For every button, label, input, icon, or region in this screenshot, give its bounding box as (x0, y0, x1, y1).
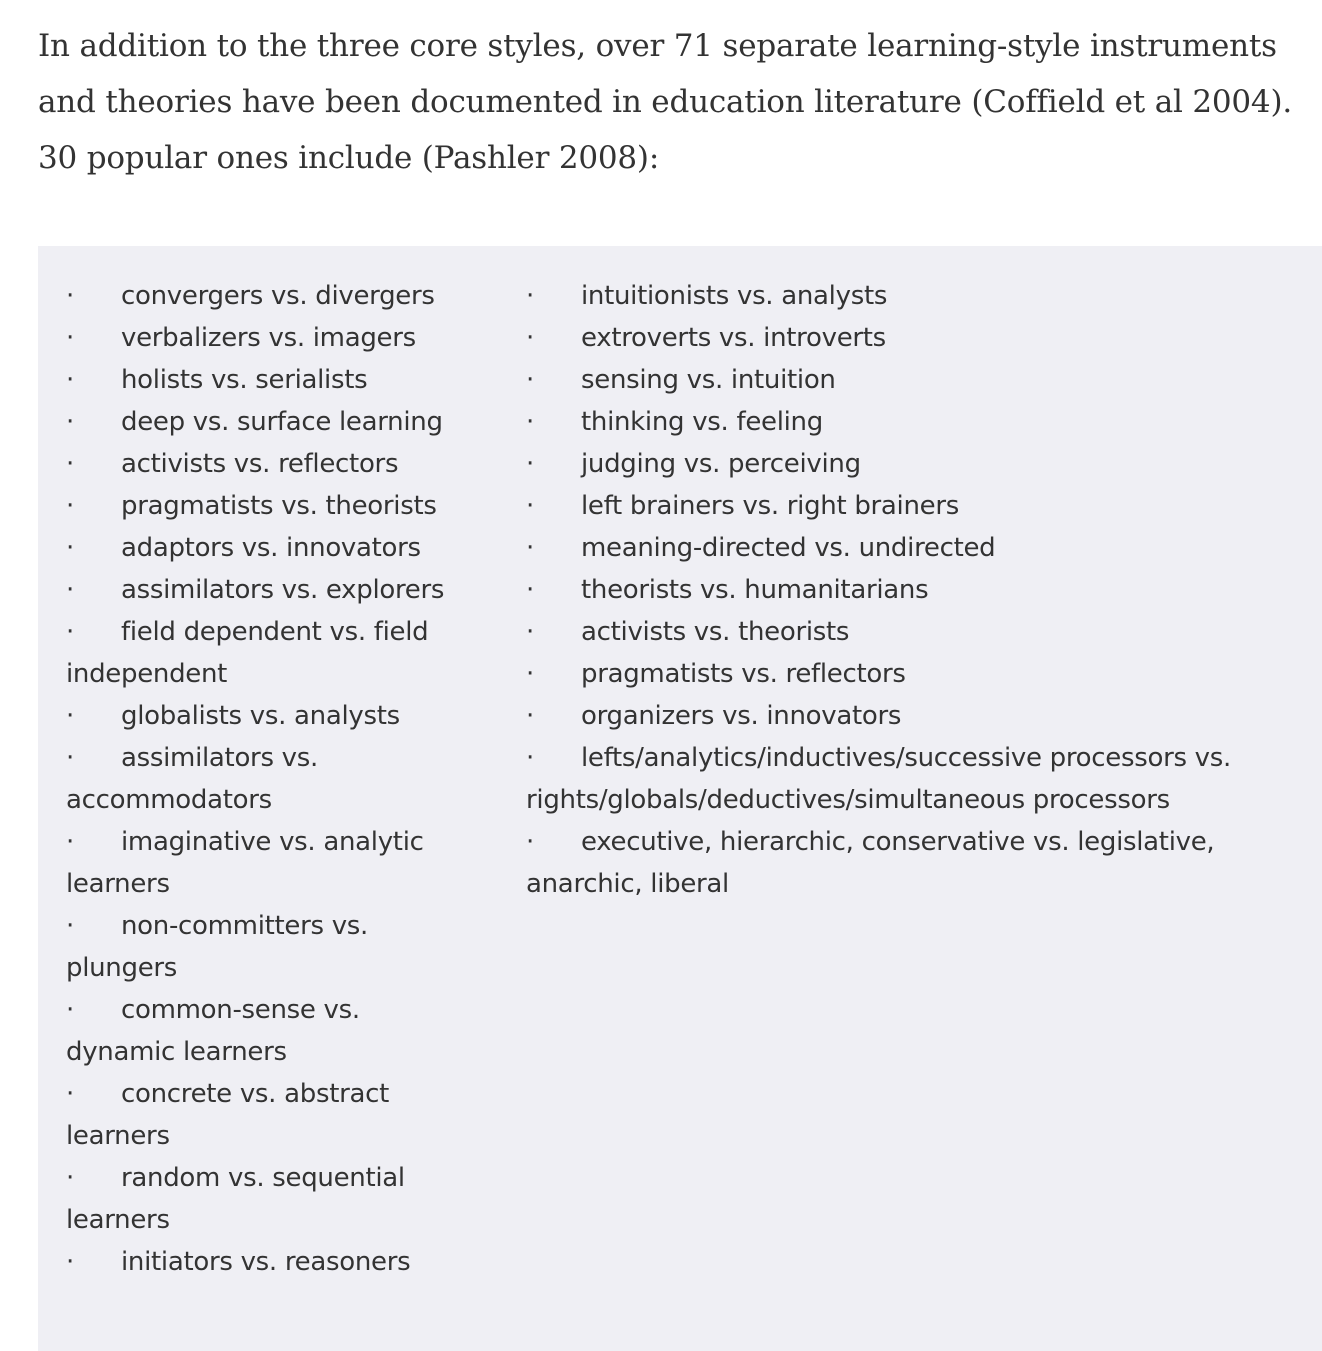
list-item (66, 275, 476, 317)
bullet-icon: · (66, 575, 74, 605)
list-item-text: field dependent vs. field independent (66, 617, 429, 689)
list-item (526, 695, 1306, 737)
intro-line-1: In addition to the three core styles, over 71 separate learning-style instruments (38, 28, 1277, 64)
list-item-text: assimilators vs. explorers (121, 575, 445, 605)
list-item (526, 737, 1306, 821)
bullet-icon: · (526, 407, 534, 437)
list-item (526, 569, 1306, 611)
list-item (66, 401, 476, 443)
bullet-icon: · (66, 365, 74, 395)
intro-line-3: 30 popular ones include (Pashler 2008): (38, 140, 660, 176)
right-style-list (526, 275, 1306, 905)
bullet-icon: · (526, 575, 534, 605)
list-item-text: thinking vs. feeling (581, 407, 823, 437)
bullet-icon: · (66, 1163, 74, 1193)
left-style-list (66, 275, 476, 1283)
list-item-text: meaning-directed vs. undirected (581, 533, 996, 563)
bullet-icon: · (66, 701, 74, 731)
list-item-text: non-committers vs. plungers (66, 911, 369, 983)
bullet-icon: · (526, 617, 534, 647)
bullet-icon: · (526, 449, 534, 479)
bullet-icon: · (66, 617, 74, 647)
bullet-icon: · (66, 407, 74, 437)
list-item (66, 485, 476, 527)
list-item (526, 821, 1306, 905)
list-item-text: initiators vs. reasoners (121, 1247, 411, 1277)
list-item (66, 1073, 476, 1157)
list-item (66, 1157, 476, 1241)
list-item (66, 737, 476, 821)
list-item-text: extroverts vs. introverts (581, 323, 886, 353)
bullet-icon: · (526, 365, 534, 395)
bullet-icon: · (66, 491, 74, 521)
list-item (66, 527, 476, 569)
list-item-text: organizers vs. innovators (581, 701, 902, 731)
bullet-icon: · (66, 827, 74, 857)
bullet-icon: · (66, 449, 74, 479)
list-item-text: intuitionists vs. analysts (581, 281, 888, 311)
list-item (526, 401, 1306, 443)
list-item-text: deep vs. surface learning (121, 407, 443, 437)
list-item-text: imaginative vs. analytic learners (66, 827, 424, 899)
list-item-text: sensing vs. intuition (581, 365, 836, 395)
bullet-icon: · (526, 659, 534, 689)
list-item (526, 527, 1306, 569)
intro-paragraph (38, 18, 1318, 186)
list-item (66, 359, 476, 401)
bullet-icon: · (66, 995, 74, 1025)
bullet-icon: · (66, 1079, 74, 1109)
list-item (526, 359, 1306, 401)
list-item (526, 485, 1306, 527)
list-item (526, 443, 1306, 485)
list-item-text: pragmatists vs. theorists (121, 491, 437, 521)
list-item-text: convergers vs. divergers (121, 281, 435, 311)
list-item (66, 569, 476, 611)
bullet-icon: · (66, 281, 74, 311)
list-item (526, 317, 1306, 359)
list-item (66, 989, 476, 1073)
list-item (66, 611, 476, 695)
bullet-icon: · (526, 323, 534, 353)
list-item-text: concrete vs. abstract learners (66, 1079, 389, 1151)
bullet-icon: · (66, 323, 74, 353)
list-item (66, 905, 476, 989)
list-item-text: judging vs. perceiving (581, 449, 861, 479)
list-item (66, 695, 476, 737)
list-item (66, 821, 476, 905)
list-item-text: holists vs. serialists (121, 365, 368, 395)
bullet-icon: · (526, 743, 534, 773)
bullet-icon: · (526, 491, 534, 521)
list-item-text: adaptors vs. innovators (121, 533, 421, 563)
list-item-text: left brainers vs. right brainers (581, 491, 959, 521)
bullet-icon: · (66, 911, 74, 941)
bullet-icon: · (66, 743, 74, 773)
list-item-text: theorists vs. humanitarians (581, 575, 929, 605)
list-item-text: common-sense vs. dynamic learners (66, 995, 360, 1067)
list-item (526, 611, 1306, 653)
bullet-icon: · (526, 281, 534, 311)
list-item (526, 275, 1306, 317)
list-item (66, 317, 476, 359)
bullet-icon: · (526, 533, 534, 563)
bullet-icon: · (66, 533, 74, 563)
list-item (66, 443, 476, 485)
list-item-text: activists vs. reflectors (121, 449, 399, 479)
bullet-icon: · (526, 701, 534, 731)
list-item-text: pragmatists vs. reflectors (581, 659, 906, 689)
list-item-text: assimilators vs. accommodators (66, 743, 318, 815)
intro-line-2: and theories have been documented in education literature (Coffield et al 2004). (38, 84, 1292, 120)
list-item-text: verbalizers vs. imagers (121, 323, 416, 353)
list-item-text: activists vs. theorists (581, 617, 850, 647)
list-item-text: random vs. sequential learners (66, 1163, 405, 1235)
list-item (526, 653, 1306, 695)
list-item-text: globalists vs. analysts (121, 701, 400, 731)
list-item (66, 1241, 476, 1283)
list-item-text: lefts/analytics/inductives/successive processors vs. rights/globals/deductives/simultaneous processors (526, 743, 1231, 815)
list-item-text: executive, hierarchic, conservative vs. legislative, anarchic, liberal (526, 827, 1215, 899)
bullet-icon: · (66, 1247, 74, 1277)
bullet-icon: · (526, 827, 534, 857)
